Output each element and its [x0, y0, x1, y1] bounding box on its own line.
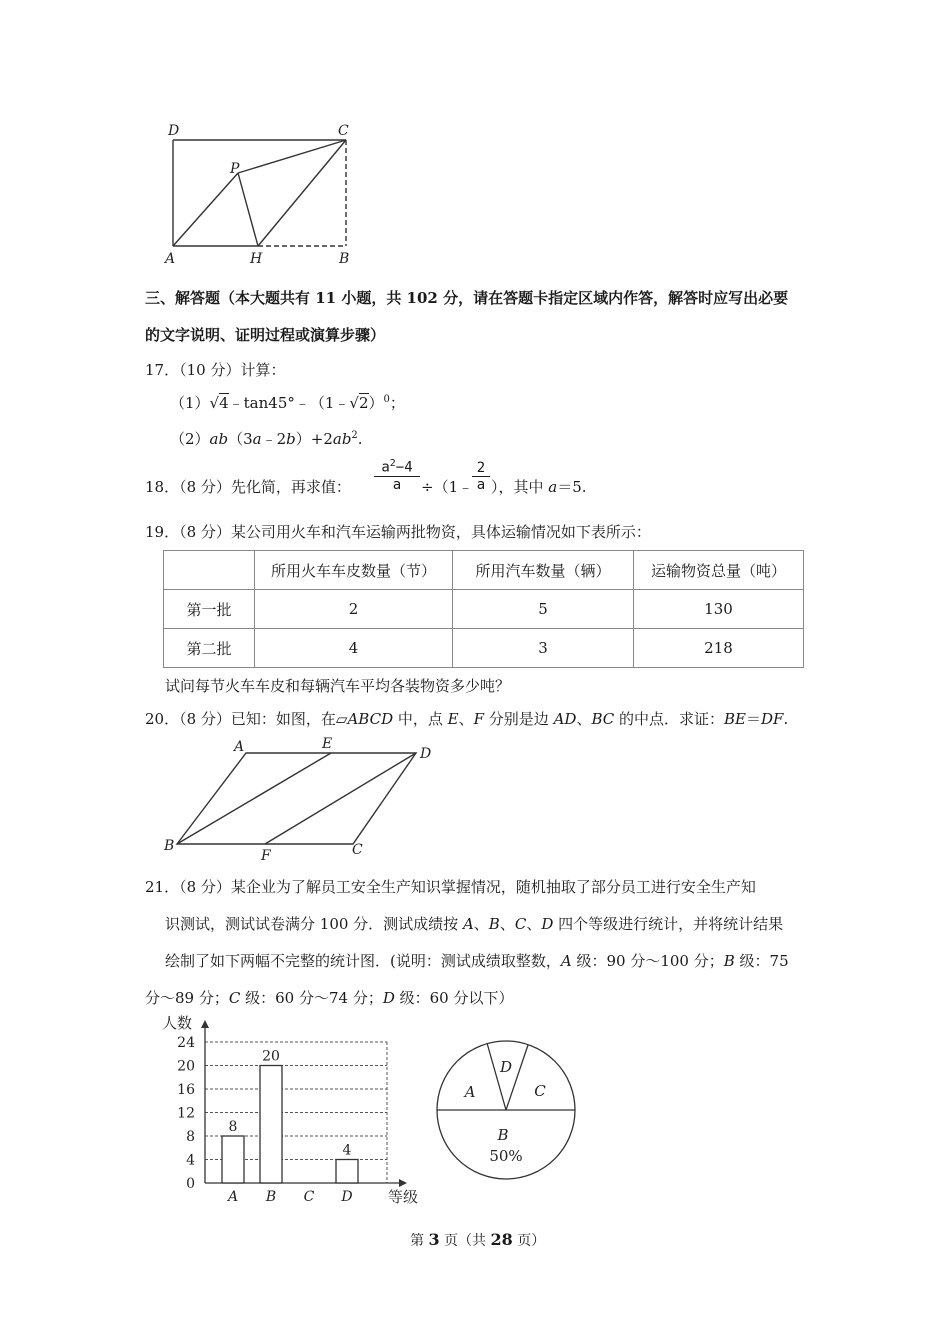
label-d: D	[420, 746, 432, 762]
table-header-cell: 所用汽车数量（辆）	[453, 551, 634, 590]
slice-label-c: C	[534, 1082, 546, 1100]
data-label: 4	[342, 1142, 352, 1159]
q18-head: 18．（8 分）先化简，再求值：	[145, 478, 351, 496]
label-c: C	[352, 842, 363, 858]
q20-head: 20．（8 分）已知：如图，在▱ABCD 中，点 E、F 分别是边 AD、BC 的中点．求证：BE＝DF.	[145, 710, 789, 728]
y-tick-label: 0	[186, 1176, 195, 1192]
label-p: P	[230, 161, 240, 177]
x-tick-label: C	[303, 1189, 315, 1205]
y-tick-label: 20	[177, 1058, 195, 1075]
q21-line1: 21．（8 分）某企业为了解员工安全生产知识掌握情况，随机抽取了部分员工进行安全生产知	[145, 878, 756, 896]
y-tick-label: 12	[177, 1105, 195, 1122]
label-h: H	[250, 251, 263, 267]
q17-part2: $(2)ab(3a﹣2b)+2ab^2$.	[170, 430, 363, 448]
table-cell: 3	[453, 629, 634, 668]
slice-label-a: A	[464, 1083, 476, 1101]
y-axis-arrow	[201, 1020, 209, 1028]
table-cell: 第一批	[164, 590, 255, 629]
slice-label-b: B	[497, 1126, 509, 1144]
y-tick-label: 4	[186, 1152, 195, 1169]
table-cell: 218	[634, 629, 804, 668]
q18-division: ÷（1﹣	[421, 478, 474, 496]
q19-question: 试问每节火车车皮和每辆汽车平均各装物资多少吨？	[165, 677, 511, 695]
bar-b	[260, 1066, 282, 1184]
slice-value-b: 50%	[489, 1147, 523, 1165]
table-cell: 第二批	[164, 629, 255, 668]
q19-table	[163, 550, 804, 668]
y-axis-label: 人数	[162, 1014, 193, 1032]
x-tick-label: A	[227, 1189, 239, 1205]
q21-line4: 分～89 分；C 级：60 分～74 分；D 级：60 分以下）	[145, 989, 514, 1007]
label-e: E	[322, 736, 333, 752]
bar-d	[336, 1160, 358, 1184]
y-tick-label: 16	[177, 1082, 195, 1098]
label-a: A	[234, 739, 245, 755]
q18-tail: ），其中 a＝5.	[491, 478, 587, 496]
table-cell: 5	[453, 590, 634, 629]
data-label: 20	[262, 1048, 280, 1065]
figure-rectangle-apch	[160, 118, 360, 268]
bar-a	[222, 1136, 244, 1183]
table-cell: 2	[255, 590, 453, 629]
table-row	[164, 590, 804, 629]
label-b: B	[339, 251, 350, 267]
label-d: D	[168, 123, 180, 139]
q19-head: 19．（8 分）某公司用火车和汽车运输两批物资，具体运输情况如下表所示：	[145, 523, 651, 541]
y-tick-label: 24	[177, 1035, 195, 1051]
table-header-row	[164, 551, 804, 590]
table-header-cell: 运输物资总量（吨）	[634, 551, 804, 590]
x-tick-label: B	[265, 1189, 277, 1205]
x-axis-arrow	[399, 1179, 407, 1187]
x-tick-label: D	[341, 1189, 353, 1205]
q17-head: 17．（10 分）计算：	[145, 361, 286, 379]
q21-line2: 识测试，测试试卷满分 100 分．测试成绩按 A、B、C、D 四个等级进行统计，并将统计结果	[165, 915, 784, 933]
q18-fraction-2: 2 a	[472, 460, 490, 493]
y-tick-label: 8	[186, 1129, 195, 1145]
table-cell: 4	[255, 629, 453, 668]
q21-line3: 绘制了如下两幅不完整的统计图．(说明：测试成绩取整数，A 级：90 分～100 分；B 级：75	[165, 952, 789, 970]
slice-label-d: D	[499, 1058, 513, 1076]
label-f: F	[261, 848, 271, 864]
figure-parallelogram-abcd	[160, 736, 440, 866]
table-cell: 130	[634, 590, 804, 629]
table-row	[164, 629, 804, 668]
page-footer: 第 3 页（共 28 页）	[410, 1230, 546, 1249]
label-a: A	[165, 251, 176, 267]
q18-fraction-1: $a^2-4$ a	[374, 458, 420, 493]
section3-heading-line1: 三、解答题（本大题共有 11 小题，共 102 分，请在答题卡指定区域内作答，解答时应写出必要	[145, 289, 789, 307]
data-label: 8	[228, 1119, 238, 1135]
section3-heading-line2: 的文字说明、证明过程或演算步骤）	[145, 326, 386, 344]
x-axis-label: 等级	[388, 1188, 419, 1206]
table-header-cell: 所用火车车皮数量（节）	[255, 551, 453, 590]
pie-chart	[430, 1022, 590, 1212]
q17-part1: （1）√4﹣tan45°﹣（1﹣√2）$^0$；	[170, 394, 405, 412]
bar-chart	[160, 1010, 430, 1210]
label-b: B	[164, 838, 175, 854]
label-c: C	[338, 123, 349, 139]
table-header-cell	[164, 551, 255, 590]
